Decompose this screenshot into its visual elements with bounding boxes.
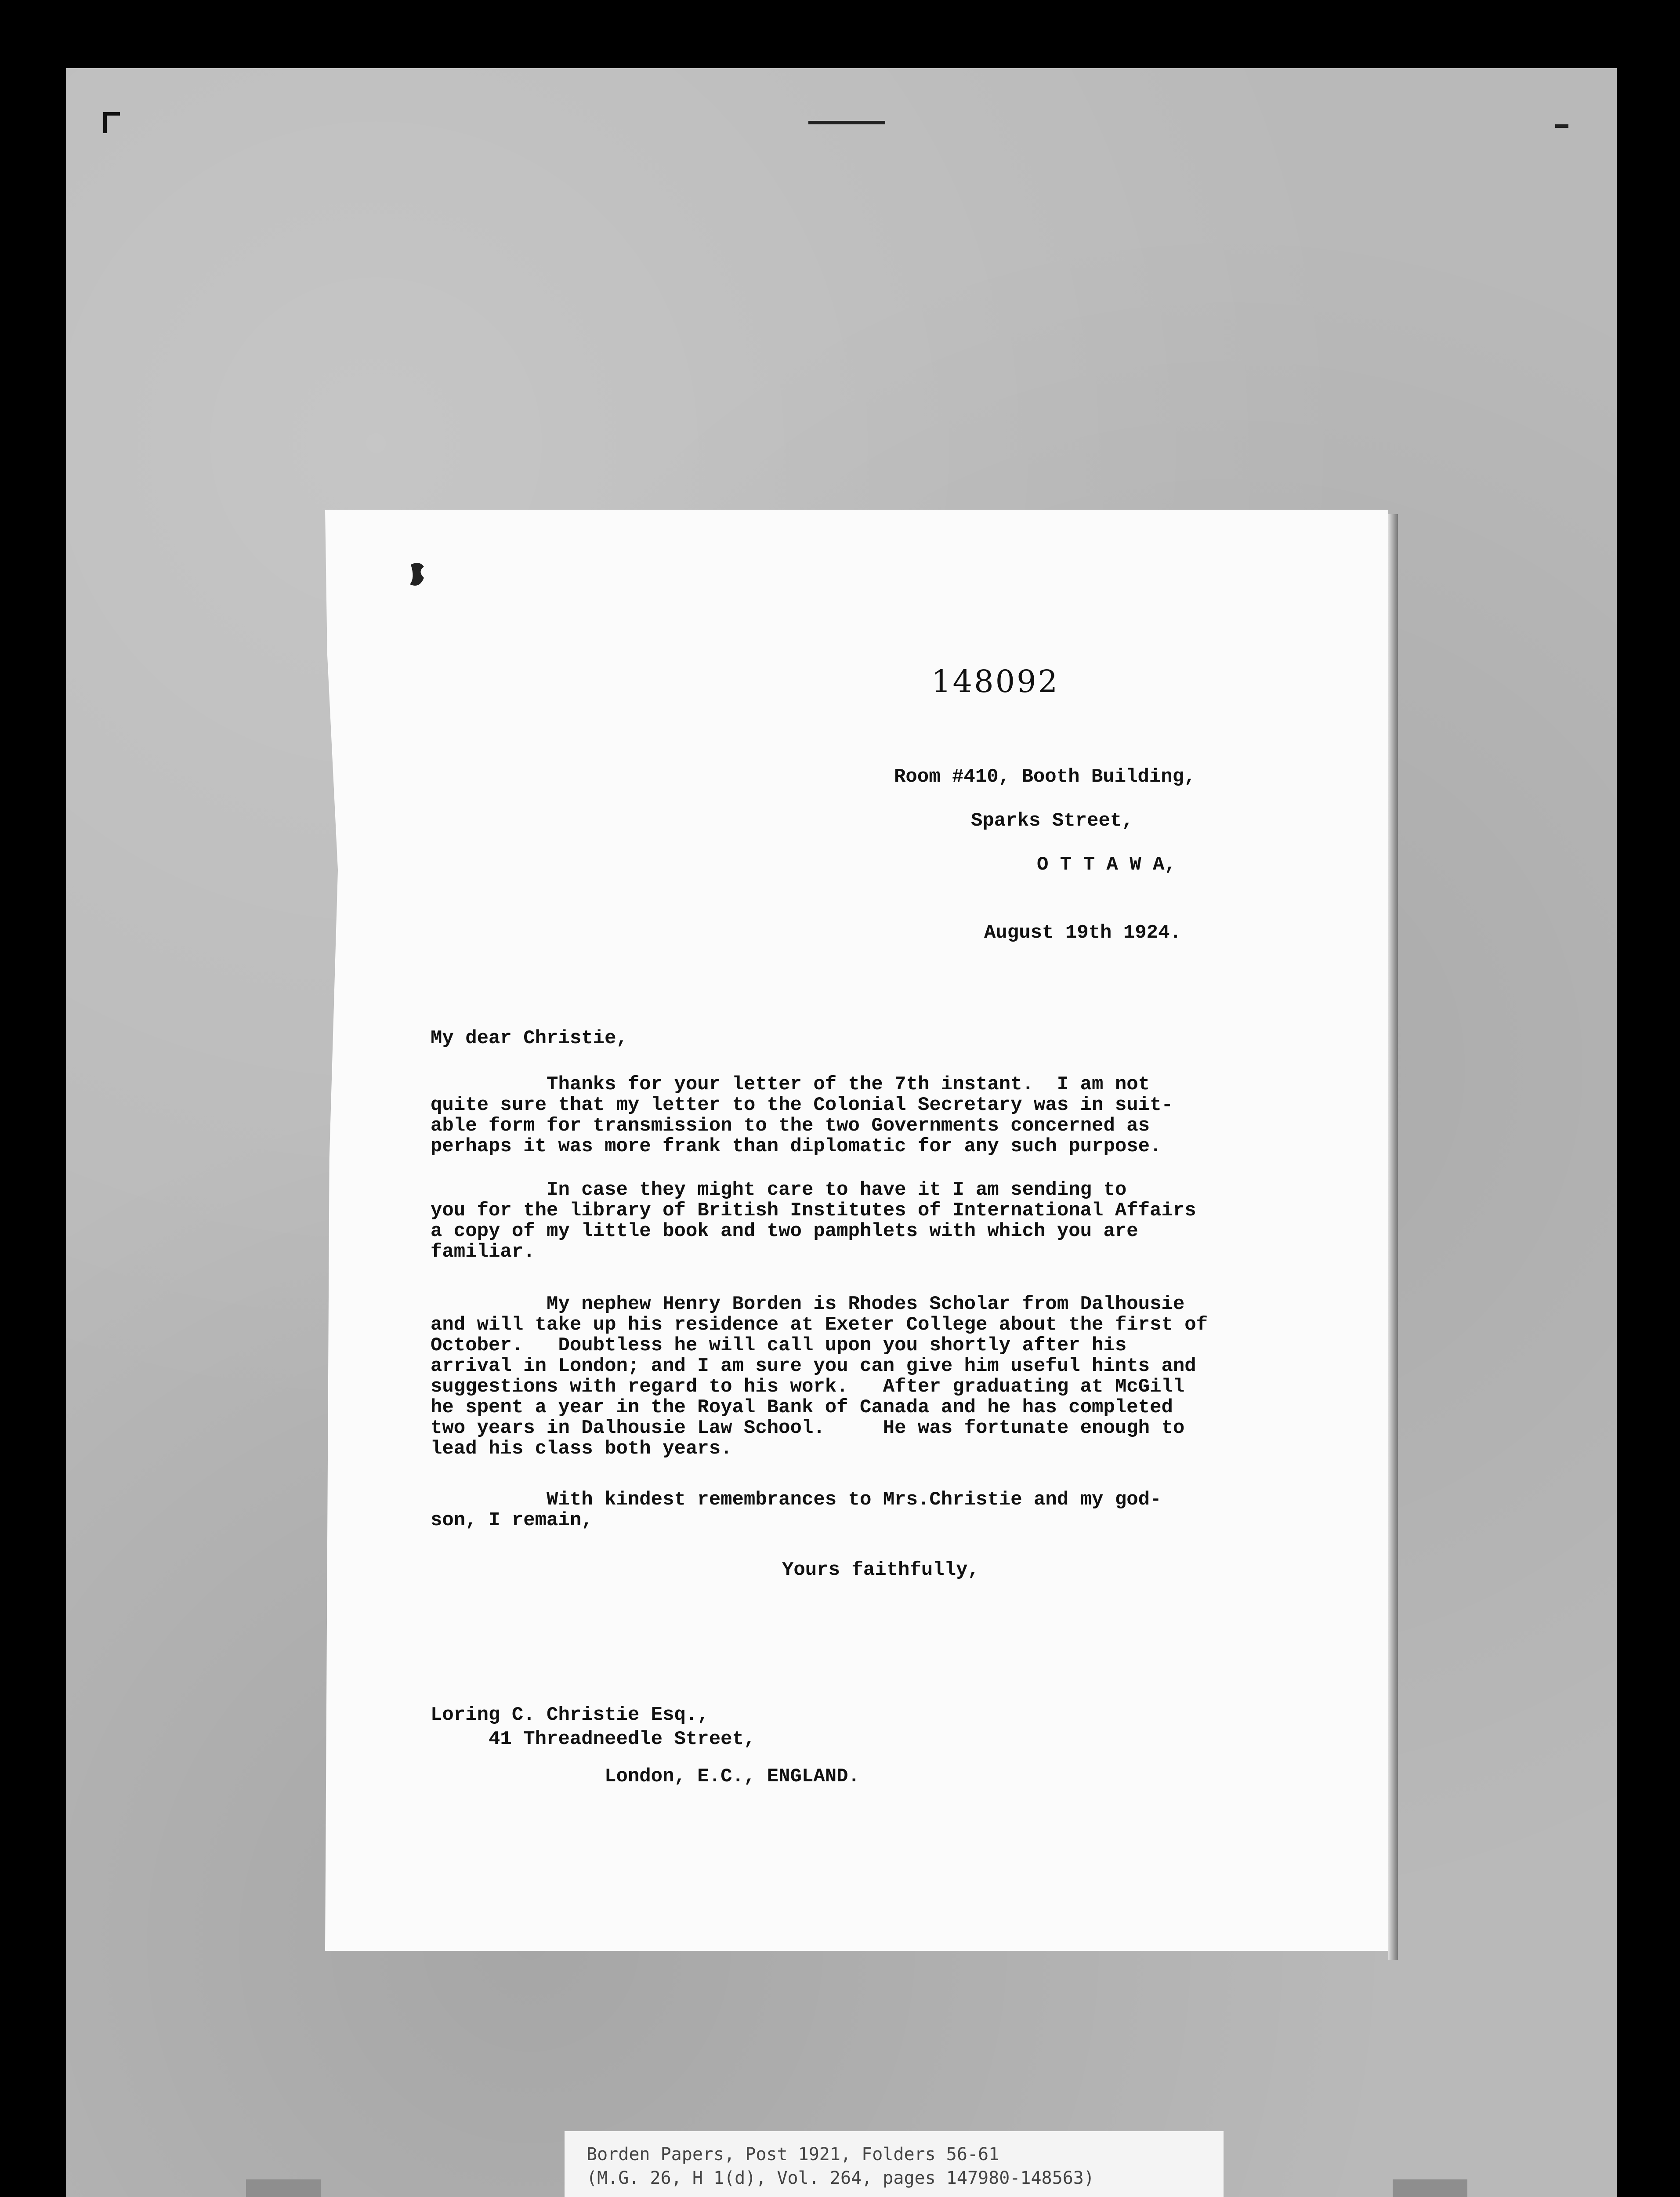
paragraph-3: My nephew Henry Borden is Rhodes Scholar from Dalhousie and will take up his residence at Exeter College about the first of October. Doubtless he will call upon you shortly after his arrival in London; and I am sure you can give him useful hints and suggestions with regard to his work. After graduating at McGill he spent a year in the Royal Bank of Canada and he has completed two years in Dalhousie Law School. He was fortunate enough to lead his class both years. <box>431 1293 1208 1460</box>
address-line-2: Sparks Street, <box>971 810 1133 832</box>
address-line-3: O T T A W A, <box>1037 854 1176 876</box>
frame-right-mark <box>1555 124 1568 128</box>
closing: Yours faithfully, <box>782 1559 979 1581</box>
recipient-line-2: 41 Threadneedle Street, <box>431 1728 756 1750</box>
reference-line-2: (M.G. 26, H 1(d), Vol. 264, pages 147980-148563) <box>587 2168 1094 2188</box>
tape-strip-right <box>1393 2179 1467 2197</box>
letter-date: August 19th 1924. <box>984 922 1181 944</box>
document-number: 148092 <box>931 663 1060 700</box>
frame-corner-mark <box>103 112 120 133</box>
paragraph-4: With kindest remembrances to Mrs.Christie and my god- son, I remain, <box>431 1489 1162 1531</box>
address-line-1: Room #410, Booth Building, <box>894 766 1196 788</box>
tape-strip-left <box>246 2179 321 2197</box>
reference-line-1: Borden Papers, Post 1921, Folders 56-61 <box>587 2144 999 2164</box>
letter-page-edge <box>1388 514 1398 1960</box>
recipient-line-3: London, E.C., ENGLAND. <box>431 1766 860 1787</box>
recipient-line-1: Loring C. Christie Esq., <box>431 1704 709 1726</box>
ink-mark-icon <box>406 560 428 591</box>
frame-top-mark <box>808 121 885 124</box>
reference-label <box>565 2131 1224 2197</box>
paragraph-2: In case they might care to have it I am sending to you for the library of British Institutes of International Affairs a copy of my little book and two pamphlets with which you are familiar. <box>431 1179 1196 1263</box>
paragraph-1: Thanks for your letter of the 7th instant. I am not quite sure that my letter to the Colonial Secretary was in suit- able form for transmission to the two Governments concerned as perhaps it was more frank than diplomatic for any such purpose. <box>431 1073 1173 1157</box>
salutation: My dear Christie, <box>431 1027 628 1049</box>
